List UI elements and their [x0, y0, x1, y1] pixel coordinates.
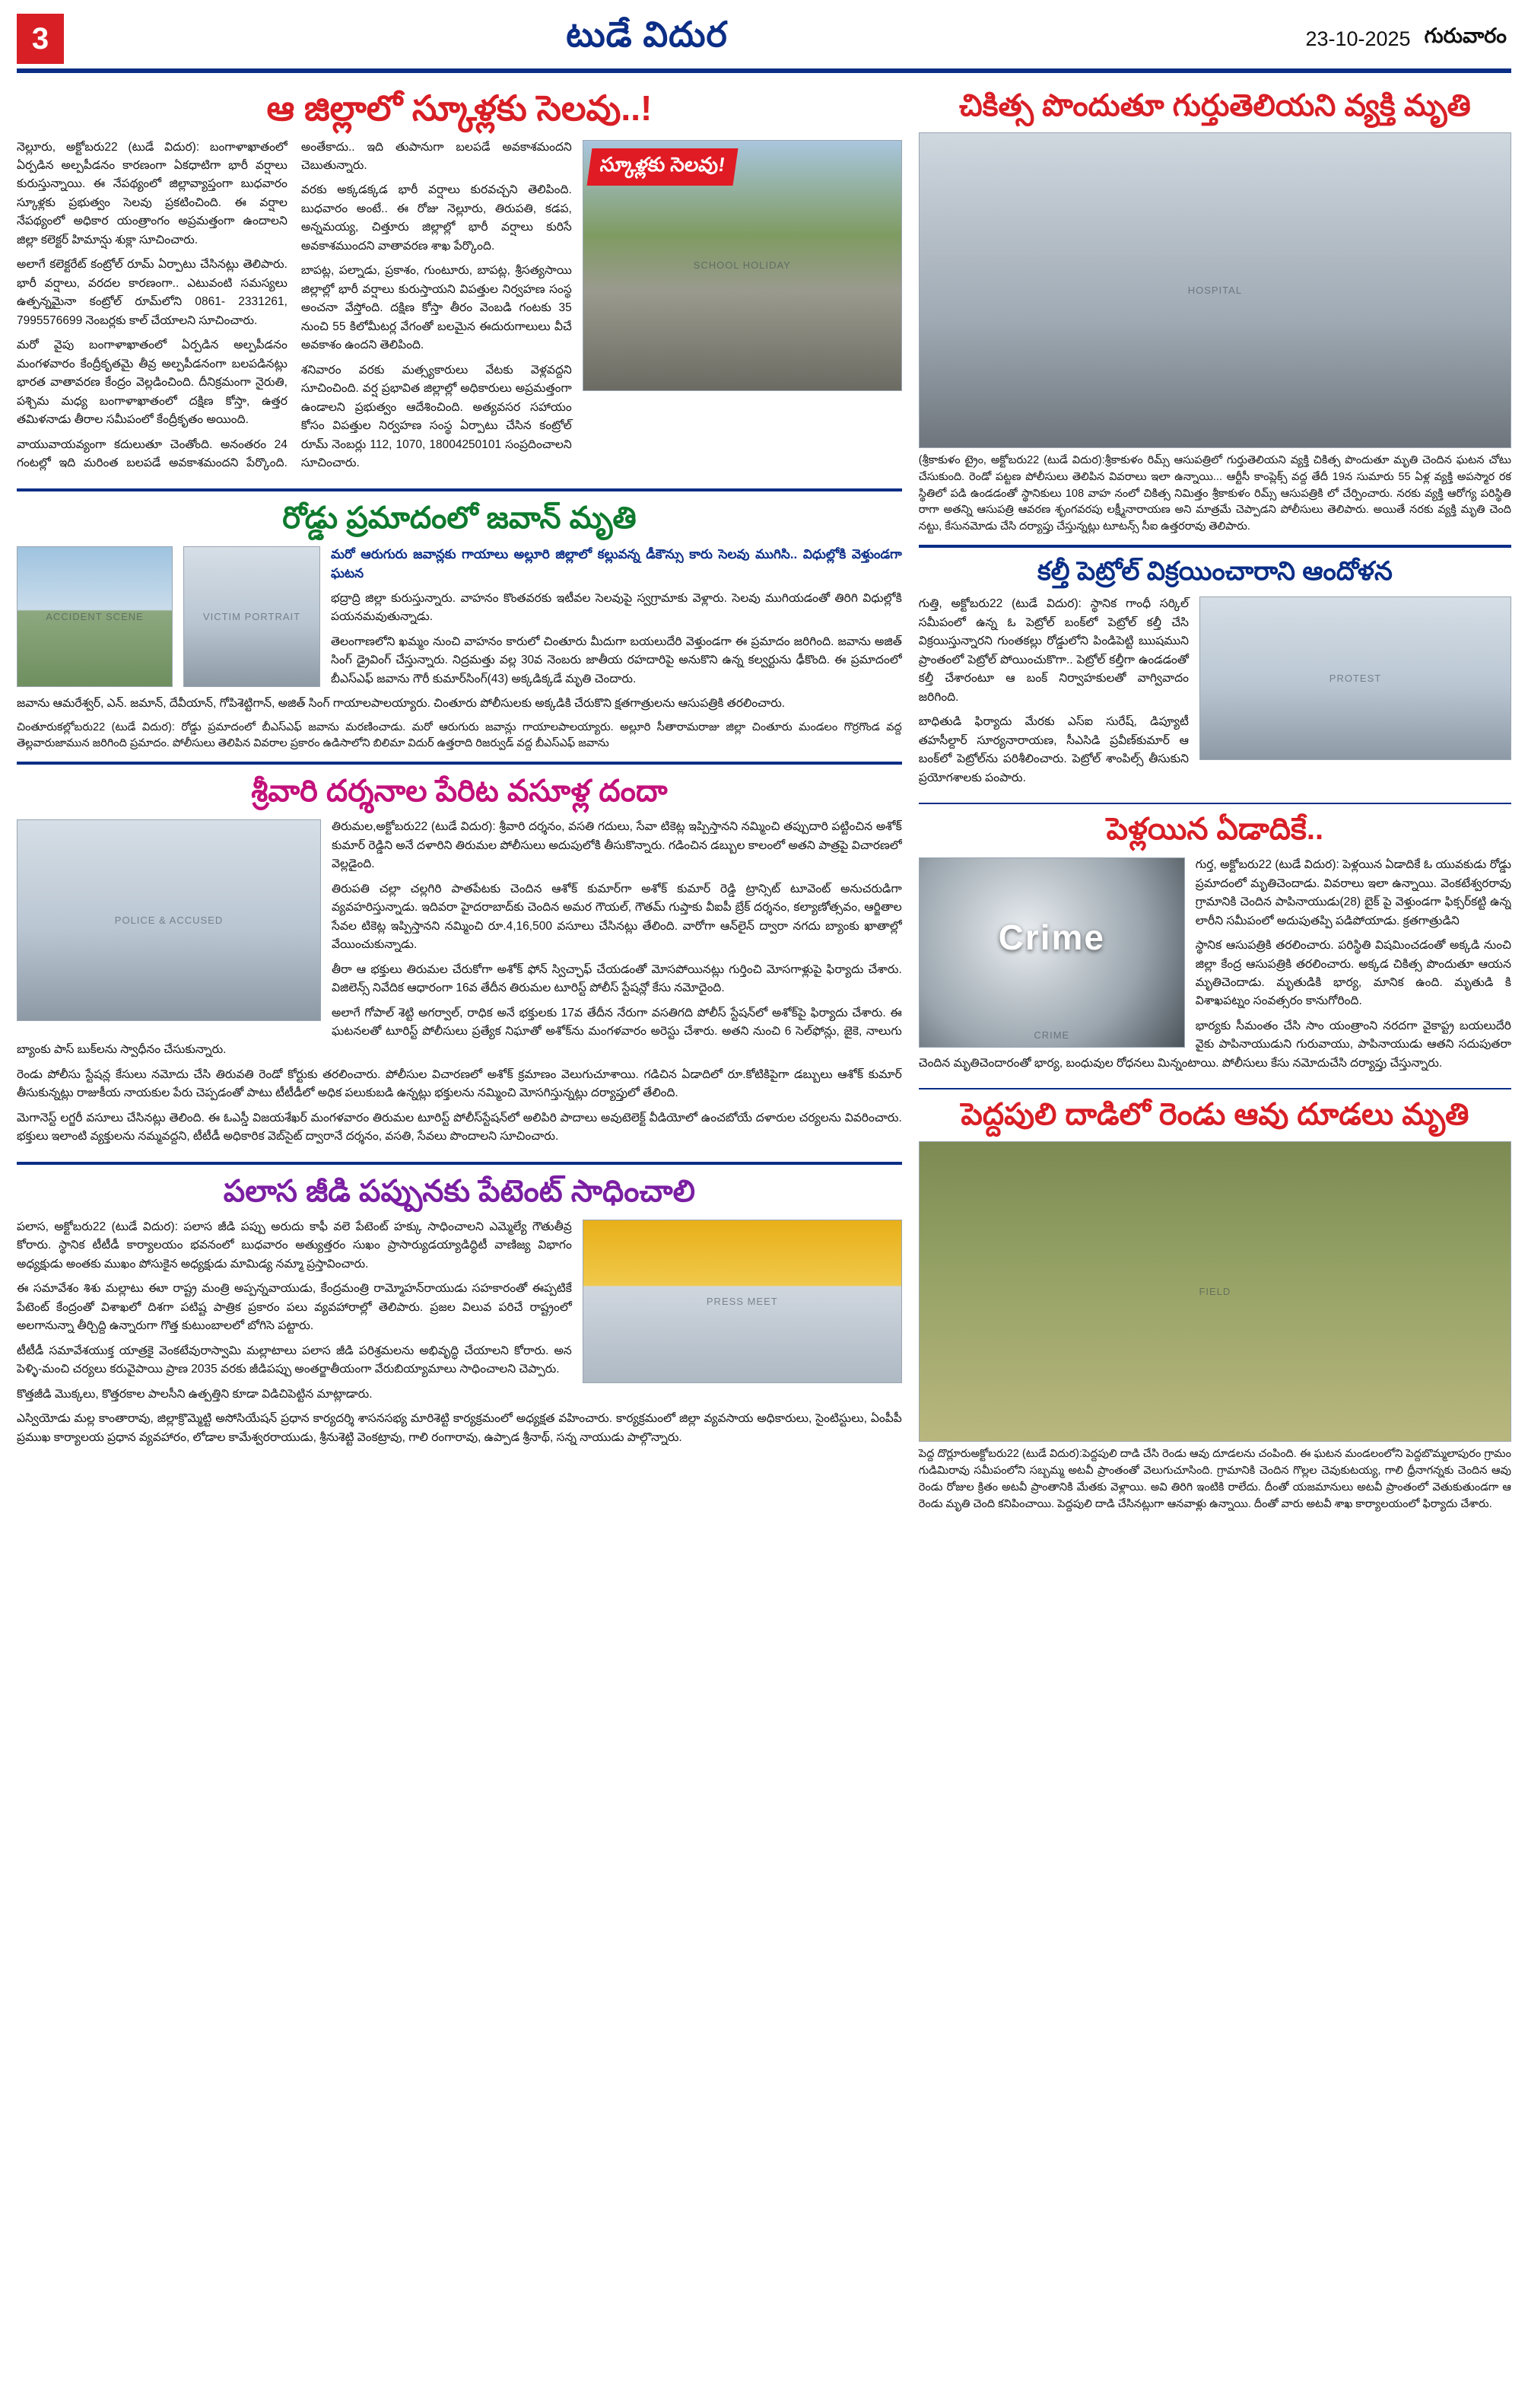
paragraph: వరకు అక్కడక్కడ భారీ వర్షాలు కురవచ్చని తెలిపింది. బుధవారం అంటే.. ఈ రోజు నెల్లూరు, తిరుపతి, కడప, అన్నమయ్య, చిత్తూరు జిల్లాల్లో భారీ వర్షాలు కురిసే అవకాశముందని వాతావరణ శాఖ పేర్కొంది. — [300, 183, 572, 253]
paragraph: కొత్తజీడి మొక్కలు, కొత్తరకాల పాలసీని ఉత్పత్తిని కూడా విడిచిపెట్టిన మాట్లాడారు. — [17, 1387, 373, 1401]
divider — [17, 1162, 902, 1165]
paragraph: గుర్త, అక్టోబరు22 (టుడే విదుర): పెళ్లయిన ఏడాదికే ఓ యువకుడు రోడ్డు ప్రమాదంలో మృతిచెందాడు. వివరాలు ఇలా ఉన్నాయి. వెంకటేశ్వరరావు గ్రామానికి చెందిన పాపినాయుడు(28) బైక్ పై వెళ్తుండగా ఫిక్సర్‌కట్టి ఉన్న లారీని సమీపంలో అదుపుతప్పి పడిపోయాడు. క్రతగాత్రుడిని — [1195, 858, 1511, 927]
paragraph: తీరా ఆ భక్తులు తిరుమల చేరుకోగా అశోక్ ఫోన్ స్విచ్ఛాఫ్ చేయడంతో మోసపోయినట్లు గుర్తించి మోసగాళ్లుపై ఫిర్యాదు చేశారు. విజిలెన్స్ నివేదిక ఆధారంగా 16వ తేదీన తిరుమల టూరిస్ట్ పోలీస్ స్టేషన్లో కేసు నమోదైంది. — [332, 962, 902, 995]
dead-calves-photo — [919, 1141, 1511, 1442]
article-palasa-patent — [17, 1172, 902, 1453]
police-arrest-photo — [17, 819, 321, 1021]
headline-crime-wedding: పెళ్లయిన ఏడాదికే.. — [1106, 813, 1324, 847]
paragraph: తిరుపతి చల్లా చల్లగిరి పాతపేటకు చెందిన ఆశోక్ కుమార్‌గా అశోక్ కుమార్ రెడ్డి ట్రాన్సిట్ టూవెంట్ అనుచరుడిగా వ్యవహరిస్తున్నాడు. ఇదివరా హైదరాబాద్‌కు చెందిన అమర గౌయల్, గౌతమ్ గుప్తాకు వీఐపీ బ్రేక్ దర్శనం, కల్యాణోత్సవం, ఆర్జితాల సేవల టికెట్ల ఇప్పిస్తానని నమ్మించి రూ.4,16,500 వసూలు చేసినట్లు తేలింది. వారోగా ఆన్‌లైన్ ద్వారా నగదు బ్యాంకు ఖాతాల్లో వేయించుకున్నాడు. — [332, 882, 902, 952]
paragraph: భద్రాద్రి జిల్లా కురుస్తున్నారు. వాహనం కొంతవరకు ఇటీవల సెలవుపై స్వగ్రామాకు వెళ్లారు. సెలవు ముగియడంతో తిరిగి విధుల్లోకి పయనమవుతున్నాడు. — [331, 591, 902, 624]
crime-graphic — [919, 857, 1185, 1048]
paragraph: రెండు పోలీసు స్టేషన్ల కేసులు నమోదు చేసి తిరువతి రెండో కోర్టుకు తరలించారు. పోలీసుల విచారణలో అశోక్ క్రమాణం వెలుగుచూశాయి. గడిచిన ఏడాదిలో రూ.కోటికిపైగా డబ్బులు ఆశోక్ కుమార్ తీసుకున్నట్లు రాజుకీయ నాయకుల పేరు చెప్పడంతో పాటు టీటీడీలో అధిక పలుకుబడి ఉన్నట్లు భక్తులను నమ్మించి మోసగిస్తున్నట్లు దర్యాప్తులో తేలింది. — [17, 1067, 902, 1100]
protest-petrol-bunk-photo — [1199, 596, 1511, 760]
divider — [919, 545, 1511, 548]
article-crime-wedding — [919, 810, 1511, 1079]
article-tiger-attack — [919, 1096, 1511, 1513]
headline-palasa-patent: పలాస జీడి పప్పునకు పేటెంట్ సాధించాలి — [223, 1174, 695, 1208]
article-schools-holiday — [17, 87, 902, 479]
right-column — [919, 84, 1511, 1522]
headline-srivari-darshan: శ్రీవారి దర్శనాల పేరిట వసూళ్ల దందా — [251, 775, 668, 809]
paragraph: శనివారం వరకు మత్స్యకారులు వేటకు వెళ్లవద్దని సూచించింది. వర్ష ప్రభావిత జిల్లాల్లో అధికారులు అప్రమత్తంగా ఉండాలని ప్రభుత్వం ఆదేశించింది. అత్యవసర సహాయం కోసం విపత్తుల నిర్వహణ సంస్థ ఏర్పాటు చేసిన కంట్రోల్ రూమ్ నెంబర్లు 112, 1070, 18004250101 సంప్రదించాలని సూచించారు. — [300, 363, 572, 470]
photo-label: PROTEST — [1329, 673, 1382, 685]
photo-label: ACCIDENT SCENE — [46, 610, 144, 622]
page-content — [17, 84, 1511, 1522]
photo-label: SCHOOL HOLIDAY — [693, 259, 791, 271]
hospital-patient-photo — [919, 132, 1511, 448]
photo-label: FIELD — [1199, 1286, 1231, 1298]
students-walking-photo — [583, 140, 902, 391]
headline-unknown-man-death: చికిత్స పొందుతూ గుర్తుతెలియని వ్యక్తి మృతి — [958, 89, 1471, 122]
paragraph: తిరుమల,అక్టోబరు22 (టుడే విదుర): శ్రీవారి దర్శనం, వసతి గదులు, సేవా టికెట్ల ఇప్పిస్తానని నమ్మించి తప్పుదారి పట్టించిన అశోక్ కుమార్ రెడ్డిని అనే దళారిని తిరుమల పోలీసులు అదుపులోకి తీసుకొన్నారు. గడించిన డబ్బుల కాలంలో అతని పాత్రపై విచారణలో వెల్లడైంది. — [332, 820, 902, 871]
paragraph: మరో వైపు బంగాళాఖాతంలో ఏర్పడిన అల్పపీడనం మంగళవారం కేంద్రీకృతమై తీవ్ర అల్పపీడనంగా బలపడినట్లు భారత వాతావరణ కేంద్రం వెల్లడించింది. దీనిక్రమంగా నైరుతి, పశ్చిమ మధ్య బంగాళాఖాతంలో దక్షిణ కోస్తా, ఉత్తర తమిళనాడు తీరాల సమీపంలో కేంద్రీకృతం అయింది. — [17, 339, 287, 427]
paragraph: అలాగే గోపాల్ శెట్టి అగర్వాల్, రాధిక అనే భక్తులకు 17వ తేదీన నేరుగా వసతిగది పోలీస్ స్టేషన్‌లో అశోక్‌పై ఫిర్యాదు చేశారు. ఈ ఘటనలతో టూరిస్ట్ పోలీసులు ప్రత్యేక నిఘాతో అశోక్‌ను మంగళవారం అరెస్టు చేశారు. అతని నుంచి 6 సెల్‌ఫోన్లు, జైకె, నాలుగు బ్యాంకు పాస్ బుక్‌లను స్వాధీనం చేసుకున్నారు. — [17, 1006, 902, 1057]
paragraph: ఈ సమావేశం శిశు మల్లాటు ఈూ రాష్ట్ర మంత్రి అప్పన్నవాయుడు, కేంద్రమంత్రి రామ్మోహన్‌రాయుడు సహకారంతో ఈప్పటికే పేటెంట్ కేంద్రంతో విశాఖలో దిశగా పటిష్ట పాత్రిక ప్రకారం పలు వ్యవహారాల్లో తెలిపారు. ప్రజల విలువ పరిచే రాష్ట్రంలో అలగానున్నా తీర్చిద్ది ఉన్నారుగా గొత్త కుటుంబాలలో బోగిసె పట్టారు. — [17, 1282, 572, 1333]
paragraph: నెల్లూరు, అక్టోబరు22 (టుడే విదుర): బంగాళాఖాతంలో ఏర్పడిన అల్పపీడనం కారణంగా ఏకధాటిగా భారీ వర్షాలు కురుస్తున్నాయి. ఈ నేపథ్యంలో జిల్లావ్యాప్తంగా బుధవారం స్కూళ్లకు ప్రభుత్వం సెలవు ప్రకటించింది. ఈ వర్షాల నేపథ్యంలో అధికార యంత్రాంగం అప్రమత్తంగా ఉందాలని జిల్లా కలెక్టర్ హిమాన్షు శుక్లా సూచించారు. — [17, 140, 287, 247]
issue-weekday: గురువారం — [1424, 24, 1507, 47]
accident-car-photo — [17, 546, 173, 687]
paragraph: అలాగే కలెక్టరేట్ కంట్రోల్ రూమ్ ఏర్పాటు చేసినట్లు తెలిపారు. భారీ వర్షాలు, వరదల కారణంగా.. ఎటువంటి సమస్యలు ఉత్పన్నమైనా కంట్రోల్ రూమ్‌లోని 0861- 2331261, 7995576699 నెంబర్లకు కాల్ చేయాలని సూచించారు. — [17, 258, 287, 327]
photo-label: PRESS MEET — [706, 1295, 778, 1307]
headline-jawan-death: రోడ్డు ప్రమాదంలో జవాన్ మృతి — [282, 501, 637, 535]
article-jawan-death — [17, 499, 902, 752]
paragraph: బాపట్ల, పల్నాడు, ప్రకాశం, గుంటూరు, బాపట్ల, శ్రీసత్యసాయి జిల్లాల్లో భారీ వర్షాలు కురుస్తాయని విపత్తుల నిర్వహణ సంస్థ అంచనా వేస్తోంది. దక్షిణ కోస్తా తీరం వెంబడి గంటకు 35 నుంచి 55 కిలోమీటర్ల వేగంతో బలమైన ఈదురుగాలులు వీచే అవకాశం ఉందని తెలిపింది. — [300, 264, 572, 352]
left-column — [17, 84, 902, 1522]
masthead-title-wrap — [64, 14, 1230, 64]
headline-tiger-attack: పెద్దపులి దాడిలో రెండు ఆవు దూడలు మృతి — [961, 1098, 1469, 1132]
article-unknown-man-death — [919, 87, 1511, 536]
issue-date: 23-10-2025 — [1305, 27, 1411, 50]
crime-word-label: Crime — [998, 918, 1105, 958]
divider — [17, 762, 902, 765]
subhead-jawan-death: మరో ఆరుగురు జవాన్లకు గాయాలు అల్లూరి జిల్లాలో కల్లువన్న డీకౌన్సు కారు సెలవు ముగిసి.. విధుల్లోకి వెళ్తుండగా ఘటన — [331, 546, 902, 581]
paragraph: వాయువాయవ్యంగా కదులుతూ చెంతోంది. అనంతరం 24 గంటల్లో ఇది మరింత బలపడే అవకాశమందని పేర్కొంది. అంతేకాదు.. ఇది తుపానుగా బలపడే అవకాశమందని చెబుతున్నారు. — [17, 140, 572, 470]
victim-portrait-photo — [183, 546, 320, 687]
photo-label: HOSPITAL — [1187, 285, 1243, 296]
caption-tiger-attack: పెద్ద దొర్లూరుఅక్టోబరు22 (టుడే విదుర):పెద్దపులి దాడి చేసి రెండు ఆవు దూడలను చంపింది. ఈ ఘటన మండలంలోని పెద్దబొమ్మలాపురం గ్రామం గుడిమిరావు సమీపంలోని సబ్బమ్మ అటవీ ప్రాంతంతో వెలుగుచూసింది. గ్రామానికి చెందిన గొల్లల చెవుకుటయ్య, గాలి ధ్రీనాగన్నకు చెందిన ఆవు రెండు రోజుల క్రితం అటవీ ప్రాంతానికి మేతకు వెళ్లాయి. అవి తిరిగి ఇంటికి రాలేదు. దీంతో యజమానులు అటవీ ప్రాంతంలో వెతుకుతుండగా ఆ రెండు మృతి చెంది కనిపించాయి. పెద్దపులి దాడి చేసినట్లుగా ఆనవాళ్లు ఉన్నాయి. దీంతో వారు అటవీ శాఖ కార్యాలయంలో ఫిర్యాదు చేశారు. — [918, 1448, 1511, 1510]
caption-unknown-man-death: (శ్రీకాకుళం ట్రైం, అక్టోబరు22 (టుడే విదుర):శ్రీకాకుళం రిమ్స్ ఆసుపత్రిలో గుర్తుతెలియని వ్యక్తి చికిత్స పొందుతూ మృతి చెందిన ఘటన చోటు చేసుకుంది. రెండో పట్టణ పోలీసులు తెలిపిన వివరాలు ఇలా ఉన్నాయి... ఆర్టీసీ కాంప్లెక్స్ వద్ద తేదీ 19న సుమారు 55 ఏళ్ల వ్యక్తి అపస్మార రక స్థితిలో పడి ఉండడంతో స్థానికులు 108 వాహ నంలో చికిత్స నిమిత్తం శ్రీకాకుళం రిమ్స్ ఆసుపత్రికి లో చేర్పించారు. నరకు వ్యక్తి ఆరోగ్య పరిస్థితి రాగా అతన్ని ఆసుపత్రి ఆవరణ శృంగవరపు లక్ష్మీనారాయణ అని మాత్రమే చెప్పాడని పోలీసులు తెలిపారు. అయితే నరకు వ్యక్తి మృతి చెంది నట్టు, కేసునమోడు చేసి దర్యాప్తు చేస్తున్నట్లు టూటన్స్ సీఐ ఉత్తరరావు తెలిపారు. — [918, 454, 1511, 533]
article-srivari-darshan — [17, 772, 902, 1153]
paragraph: బాధితుడి ఫిర్యాదు మేరకు ఎస్ఐ సురేష్, డిప్యూటీ తహసీల్దార్ సూర్యనారాయణ, సీఎసిడి ప్రవీణ్‌కుమార్ ఆ బంక్‌లో పెట్రోల్‌ను పరిశీలించారు. పెట్రోల్ శాంపిల్స్ తీసుకుని ప్రయోగశాలకు పంపారు. — [918, 715, 1189, 784]
paragraph: భార్యకు సీమంతం చేసి సాం యంత్రాంని నరదగా వైకాప్ట్ర బయలుదేరి వైకు పాపినాయుడుని గురువాయు, పాపినాయుడు ఆతని సదుపుతరా చెందిన మృతిచెందారంతో భార్య, బంధువుల రోధనలు మిన్నంటాయి. పోలీసులు కేసు నమోదుచేసి దర్యాప్తు చేస్తున్నారు. — [918, 1019, 1511, 1070]
caption-jawan-death: చింతూరుకల్లోబరు22 (టుడే విదుర): రోడ్డు ప్రమాదంలో బీఎస్ఎఫ్ జవాను మరణించాడు. మరో ఆరుగురు జవాన్లు గాయాలపాలయ్యారు. అల్లూరి సీతారామరాజు జిల్లా చింతూరు మండలం గొర్రగొండ వద్ద తెల్లవారుజామున జరిగింది ప్రమాదం. పోలీసులు తెలిపిన వివరాల ప్రకారం ఉడిసాలోని బిలిమా విదుర్ ఉత్తరాది రిజర్వుడ్ వద్ద బీఎస్ఎఫ్ జవాను — [17, 720, 902, 750]
body-schools-holiday — [17, 138, 572, 479]
paragraph: జవాను ఆమరేశ్వర్, ఎన్. జమాన్, దేవీయాన్, గోపిశెట్టిగాన్, అజిత్ సింగ్ గాయాలపాలయ్యారు. చింతూరు పోలీసులకు అక్కడికి చేరుకొని క్షతగాత్రులను ఆసుపత్రికి తరలించారు. — [17, 697, 786, 711]
masthead-date-wrap — [1230, 14, 1511, 64]
divider — [919, 1088, 1511, 1089]
divider — [919, 803, 1511, 804]
headline-schools-holiday: ఆ జిల్లాలో స్కూళ్లకు సెలవు..! — [266, 88, 653, 128]
paper-title: టుడే విదుర — [566, 14, 728, 54]
masthead — [17, 14, 1511, 73]
paragraph: టీటీడీ సమావేశయుక్త యాత్రకై వెంకటేవురాస్వామి మల్లాటాలు పలాస జీడి పరిశ్రమలను అభివృద్ధి చేయాలని కోరారు. అన పెళ్ళి-మంచి చర్యలు కరువైపాయి ప్రాణ 2035 వరకు జీడిపప్పు అంతర్జాతీయంగా వేరుబియ్యామాలు సాధించాలని చెప్పారు. — [17, 1344, 572, 1376]
headline-adulterated-petrol: కల్తీ పెట్రోల్ విక్రయించారాని ఆందోళన — [1037, 556, 1393, 586]
page-number: 3 — [17, 14, 64, 64]
paragraph: మెగానెస్ట్ లగ్జరీ వసూలు చేసినట్లు తెలింది. ఈ ఓఎస్డీ విజయశేఖర్ మంగళవారం తిరుమల టూరిస్ట్ పోలీస్‌స్టేషన్‌లో అలిపిరి పాదాలు అవుటెలెక్ట్ వీడియోలో ఉంచబోయే దళారుల చర్యలను వివరించారు. భక్తులు ఇలాంటి వ్యక్తులను నమ్మవద్దని, టీటీడీ అధికారిక వెబ్‌సైట్ ద్వారానే దర్శనం, వసతి, సేవలు పొందాలని సూచించారు. — [17, 1111, 902, 1144]
paragraph: స్థానిక ఆసుపత్రికి తరలించారు. పరిస్థితి విషమించడంతో అక్కడి నుంచి జిల్లా కేంద్ర ఆసుపత్రికి తరలించారు. అక్కడ చికిత్స పొందుతూ ఆయన మృతిచెందాడు. మృతుడికి భార్య, మానిక ఉంది. మృతుడి కి విశాఖపట్నం సంవత్సరం కానుగోరింది. — [1195, 939, 1511, 1008]
article-adulterated-petrol — [919, 555, 1511, 794]
paragraph: గుత్తి, అక్టోబరు22 (టుడే విదుర): స్థానిక గాంధీ సర్కిల్ సమీపంలో ఉన్న ఓ పెట్రోల్ బంక్‌లో పెట్రోల్ కల్తీ చేసి విక్రయిస్తున్నారని గుంతకల్లు రోడ్డులోని పిండిపెట్టి ఋషముని ప్రాంతంలో పెట్రోల్ పోయించుకొగా.. పెట్రోల్ కల్తీగా ఉండడంతో కల్తీ చేశారంటూ ఆ బంక్ నిర్వాహకులతో వాగ్వివాదం జరిగింది. — [918, 597, 1189, 704]
photo-banner-text: స్కూళ్లకు సెలవు! — [586, 148, 738, 186]
photo-label: VICTIM PORTRAIT — [202, 610, 301, 622]
meeting-dais-photo — [583, 1220, 902, 1383]
paragraph: తెలంగాణలోని ఖమ్మం నుంచి వాహనం కారులో చింతూరు మీదుగా బయలుదేరి వెళ్తుండగా ఈ ప్రమాదం జరిగింది. జవాను అజిత్ సింగ్ డ్రైవింగ్ చేస్తున్నారు. నిద్రమత్తు వల్ల 30వ నెంబరు జాతీయ రహదారిపై అనుకొని ఉన్న కల్వర్టును ఢీకొంది. ఈ ప్రమాదంలో బీఎస్ఎఫ్ జవాను గౌరీ కుమార్‌సింగ్(43) అక్కడిక్కడే మృతి చెందారు. — [331, 635, 902, 686]
divider — [17, 488, 902, 491]
photo-label: POLICE & ACCUSED — [114, 915, 224, 927]
paragraph: ఎస్వియోడు మల్ల కాంతారావు, జిల్లాక్రొమ్మెట్టి అసోసియేషన్ ప్రధాన కార్యదర్శి శాసనసభ్య మారిశెట్టి కార్యక్రమంలో అధ్యక్షత వహించారు. కార్యక్రమంలో జిల్లా వ్యవసాయ అధికారులు, సైంటిస్టులు, ఏంపీపీ ప్రముఖ కార్యాలయ ప్రధాన వ్యవహారం, లోడాల కామేశ్వరరాయుడు, శ్రీనుశెట్టి వెంకట్రావు, గాలి రంగారావు, ఉప్పాడ శ్రీనాథ్, సన్న నాయుడు పాల్గొన్నారు. — [17, 1412, 902, 1444]
paragraph: పలాస, అక్టోబరు22 (టుడే విదుర): పలాస జీడి పప్పు అరుదు కాఫీ వలె పేటెంట్ హక్కు సాధించాలని ఎమ్మెల్యే గౌతుతీవ్ర కోరారు. స్థానిక టీటీడీ కార్యాలయం భవనంలో బుధవారం అత్యుత్తరం సుఖం ప్రాసార్యుడయ్యాడిద్ధిటీ వాణిజ్య విభాగం అధ్యక్షుడు అంతకు ముఖం పోసుకైన అధ్యక్షుడు మామిడ్య నమ్మా ప్రస్తావించారు. — [17, 1220, 572, 1271]
photo-label: CRIME — [1034, 1029, 1070, 1042]
